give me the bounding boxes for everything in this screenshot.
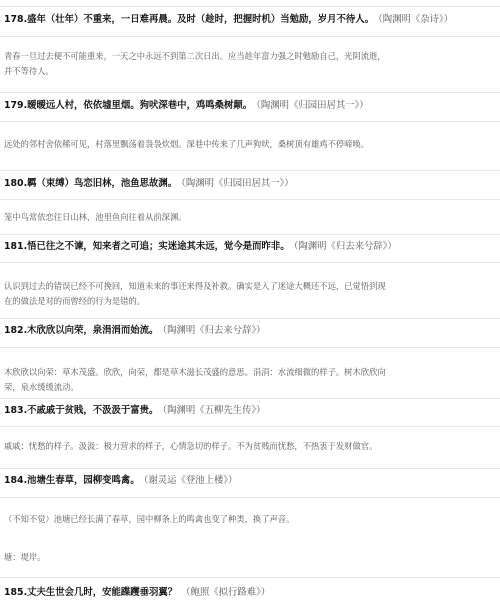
explanation-184 — [4, 512, 496, 527]
divider — [0, 121, 500, 122]
explanation-line: 笼中鸟常依恋往日山林，池里鱼向往着从前深渊。 — [4, 212, 187, 222]
explanation-178 — [4, 49, 496, 79]
explanation-183 — [4, 439, 496, 454]
quote-text: 木欣欣以向荣，泉涓涓而始流。 — [27, 325, 159, 336]
explanation-line: 荣，泉水缓缓流动。 — [4, 382, 79, 392]
quote-number: 178. — [4, 14, 28, 25]
quote-number: 182. — [4, 325, 28, 336]
quote-line-178 — [4, 13, 498, 27]
quote-text: 羁（束缚）鸟恋旧林，池鱼思故渊。 — [27, 178, 178, 189]
divider — [0, 497, 500, 498]
quote-source: （谢灵运《登池上楼》） — [143, 475, 238, 486]
explanation-line: 认识到过去的错误已经不可挽回，知道未来的事还来得及补救。确实是入了迷途大概还不远，已觉悟到现 — [4, 281, 386, 291]
quote-text: 暧暧远人村，依依墟里烟。狗吠深巷中，鸡鸣桑树颠。 — [27, 100, 253, 111]
divider — [0, 234, 500, 235]
divider — [0, 199, 500, 200]
divider — [0, 347, 500, 348]
divider — [0, 262, 500, 263]
divider — [0, 170, 500, 171]
quote-line-182 — [4, 324, 498, 338]
quote-number: 184. — [4, 475, 28, 486]
quote-source: （鲍照《拟行路难》） — [181, 587, 271, 598]
quote-number: 185. — [4, 587, 28, 598]
quote-text: 丈夫生世会几时，安能蹀躞垂羽翼？ — [27, 587, 178, 598]
quote-text: 盛年（壮年）不重来，一日难再晨。及时（趁时，把握时机）当勉励，岁月不待人。 — [27, 14, 375, 25]
explanation-line: 远处的邻村舍依稀可见，村落里飘荡着袅袅炊烟。深巷中传来了几声狗吠，桑树顶有雄鸡不停啼唤。 — [4, 139, 370, 149]
explanation-179 — [4, 137, 496, 152]
explanation-182 — [4, 365, 496, 395]
explanation-line: 戚戚：忧愁的样子。汲汲：极力营求的样子，心情急切的样子。不为贫贱而忧愁，不热衷于发财做官。 — [4, 441, 378, 451]
divider — [0, 426, 500, 427]
quote-source: （陶渊明《归去来兮辞》） — [162, 325, 266, 336]
quote-line-180 — [4, 177, 498, 191]
divider — [0, 577, 500, 578]
quote-line-185 — [4, 586, 498, 600]
quote-text: 不戚戚于贫贱，不汲汲于富贵。 — [27, 405, 159, 416]
explanation-line: 在的做法是对的而曾经的行为是错的。 — [4, 296, 146, 306]
explanation-line: 并不等待人。 — [4, 66, 54, 76]
quote-text: 悟已往之不谏，知来者之可追；实迷途其未远，觉今是而昨非。 — [27, 241, 290, 252]
quote-text: 池塘生春草，园柳变鸣禽。 — [27, 475, 140, 486]
quote-source: （陶渊明《归园田居其一》） — [181, 178, 294, 189]
explanation-line: 青春一旦过去便不可能重来，一天之中永远不到第二次日出。应当趁年富力强之时勉励自己，光阴流逝， — [4, 51, 386, 61]
divider — [0, 92, 500, 93]
explanation-line: （不知不觉）池塘已经长满了春草，园中柳条上的鸣禽也变了种类，换了声音。 — [4, 514, 295, 524]
quote-line-184 — [4, 474, 498, 488]
quote-source: （陶渊明《杂诗》） — [378, 14, 454, 25]
quote-source: （陶渊明《归去来兮辞》） — [293, 241, 397, 252]
quote-number: 183. — [4, 405, 28, 416]
quote-line-183 — [4, 404, 498, 418]
divider — [0, 36, 500, 37]
quote-source: （陶渊明《五柳先生传》） — [162, 405, 266, 416]
explanation-line: 木欣欣以向荣：草木茂盛。欣欣，向荣，都是草木滋长茂盛的意思。涓涓：水流细微的样子。树木欣欣向 — [4, 367, 386, 377]
quote-source: （陶渊明《归园田居其一》） — [256, 100, 369, 111]
divider — [0, 468, 500, 469]
explanation-180 — [4, 210, 496, 225]
explanation-181 — [4, 279, 496, 309]
divider — [0, 318, 500, 319]
explanation-line: 塘：堤岸。 — [4, 552, 46, 562]
quote-line-179 — [4, 99, 498, 113]
quote-number: 180. — [4, 178, 28, 189]
explanation-184-note — [4, 550, 496, 565]
divider — [0, 398, 500, 399]
divider — [0, 6, 500, 7]
quote-line-181 — [4, 240, 498, 254]
quote-number: 179. — [4, 100, 28, 111]
quote-number: 181. — [4, 241, 28, 252]
